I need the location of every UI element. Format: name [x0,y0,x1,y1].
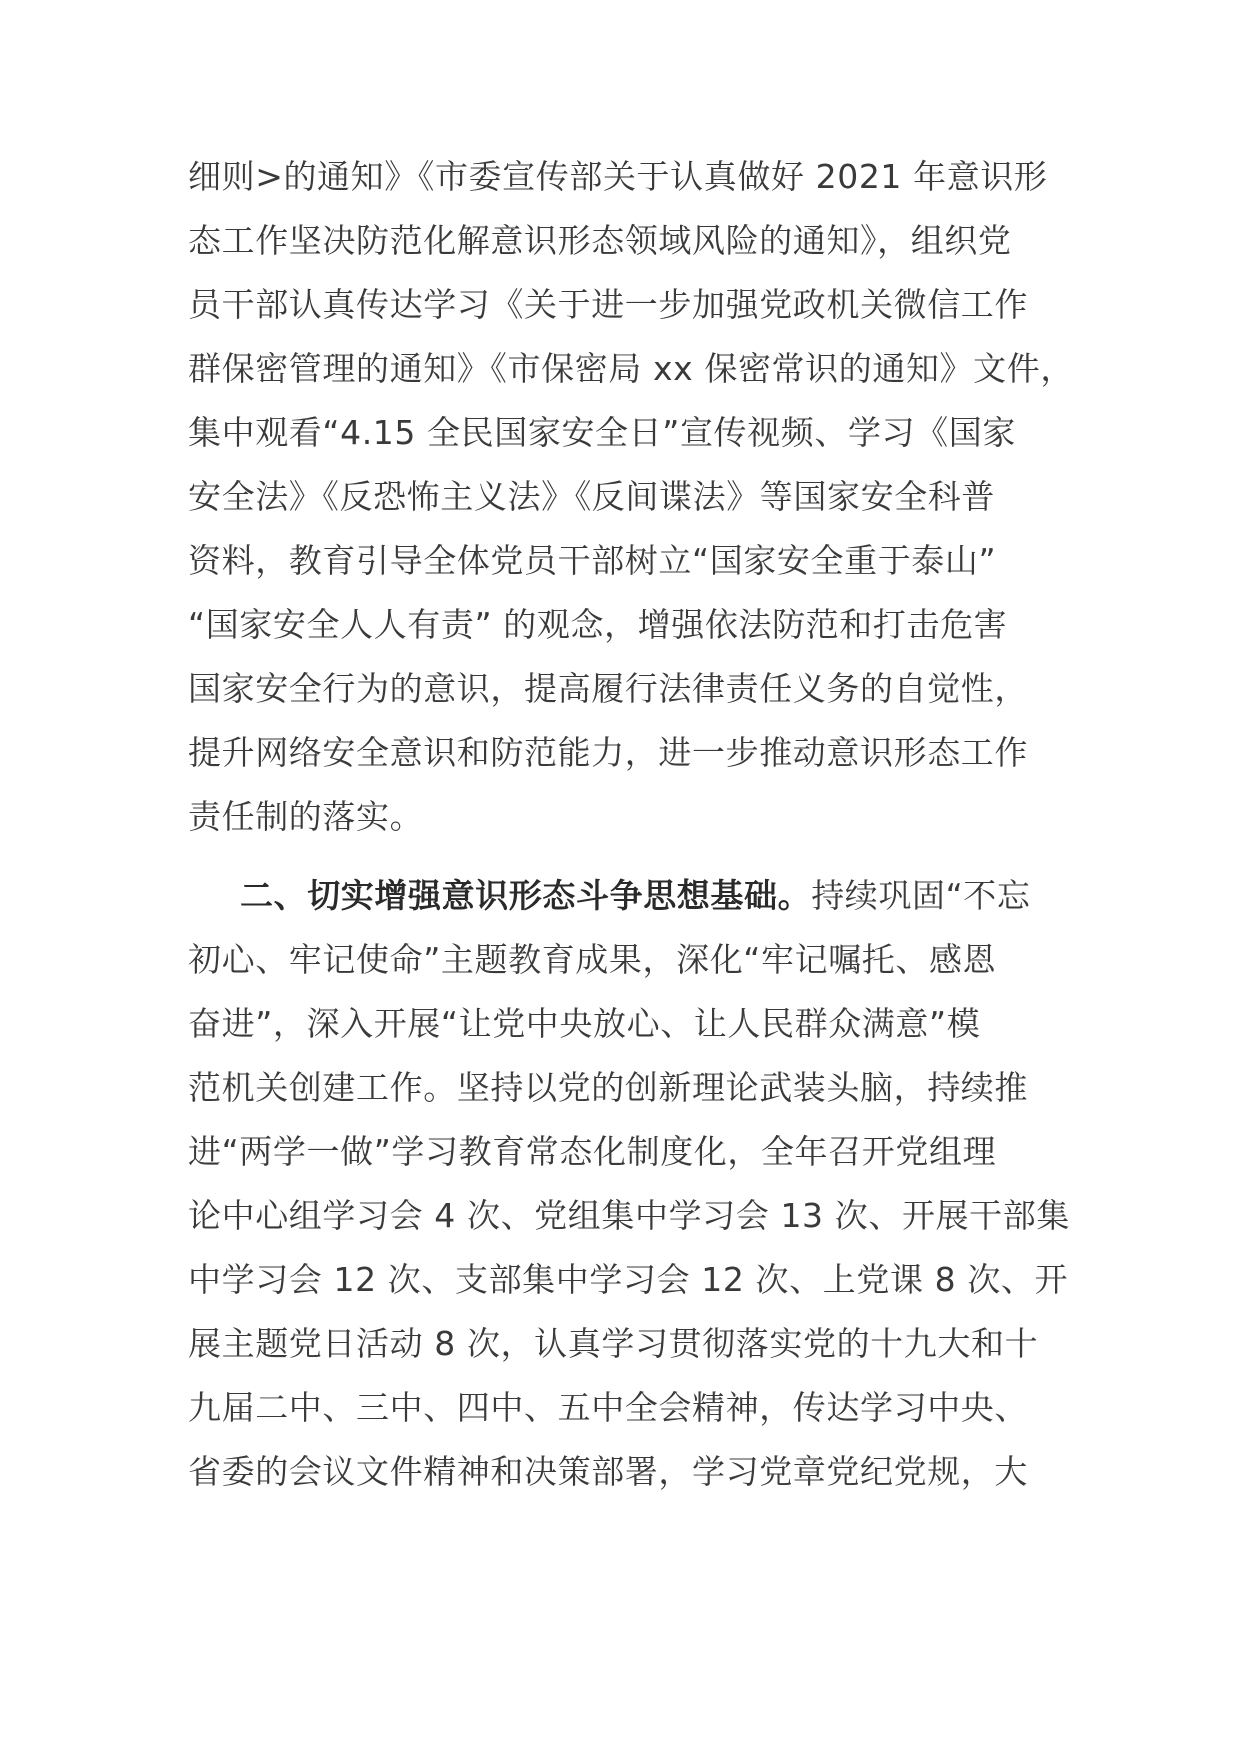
paragraph1-line-10: 提升网络安全意识和防范能力，进一步推动意识形态工作 [188,733,1028,772]
paragraph1-line-11: 责任制的落实。 [188,797,424,836]
paragraph1-line-3: 员干部认真传达学习《关于进一步加强党政机关微信工作 [188,285,1028,324]
paragraph1-line-9: 国家安全行为的意识，提高履行法律责任义务的自觉性， [188,669,1028,708]
paragraph1-line-6: 安全法》《反恐怖主义法》《反间谍法》等国家安全科普 [188,477,995,516]
paragraph1-line-7: 资料，教育引导全体党员干部树立“国家安全重于泰山” [188,541,997,580]
paragraph1-line-4: 群保密管理的通知》《市保密局 xx 保密常识的通知》文件， [188,349,1074,388]
paragraph1-line-5: 集中观看“4.15 全民国家安全日”宣传视频、学习《国家 [188,413,1016,452]
paragraph2-line-7: 中学习会 12 次、支部集中学习会 12 次、上党课 8 次、开 [188,1260,1069,1299]
paragraph1-line-8: “国家安全人人有责” 的观念，增强依法防范和打击危害 [188,605,1008,644]
paragraph2-line-2: 初心、牢记使命”主题教育成果，深化“牢记嘱托、感恩 [188,940,997,979]
paragraph2-line-1-rest: 持续巩固“不忘 [811,876,1031,915]
paragraph2-line-10: 省委的会议文件精神和决策部署，学习党章党纪党规，大 [188,1452,1028,1491]
section-heading: 二、切实增强意识形态斗争思想基础。 [240,876,812,915]
paragraph1-line-2: 态工作坚决防范化解意识形态领域风险的通知》，组织党 [188,221,1012,260]
paragraph2-line-6: 论中心组学习会 4 次、党组集中学习会 13 次、开展干部集 [188,1196,1070,1235]
paragraph2-line-8: 展主题党日活动 8 次，认真学习贯彻落实党的十九大和十 [188,1324,1039,1363]
paragraph2-line-5: 进“两学一做”学习教育常态化制度化，全年召开党组理 [188,1132,997,1171]
paragraph2-line-4: 范机关创建工作。坚持以党的创新理论武装头脑，持续推 [188,1068,1028,1107]
paragraph2-line-3: 奋进”，深入开展“让党中央放心、让人民群众满意”模 [188,1004,981,1043]
paragraph2-line-9: 九届二中、三中、四中、五中全会精神，传达学习中央、 [188,1388,1028,1427]
paragraph2-line-1 [240,863,1031,928]
paragraph1-line-1: 细则>的通知》《市委宣传部关于认真做好 2021 年意识形 [188,157,1048,196]
